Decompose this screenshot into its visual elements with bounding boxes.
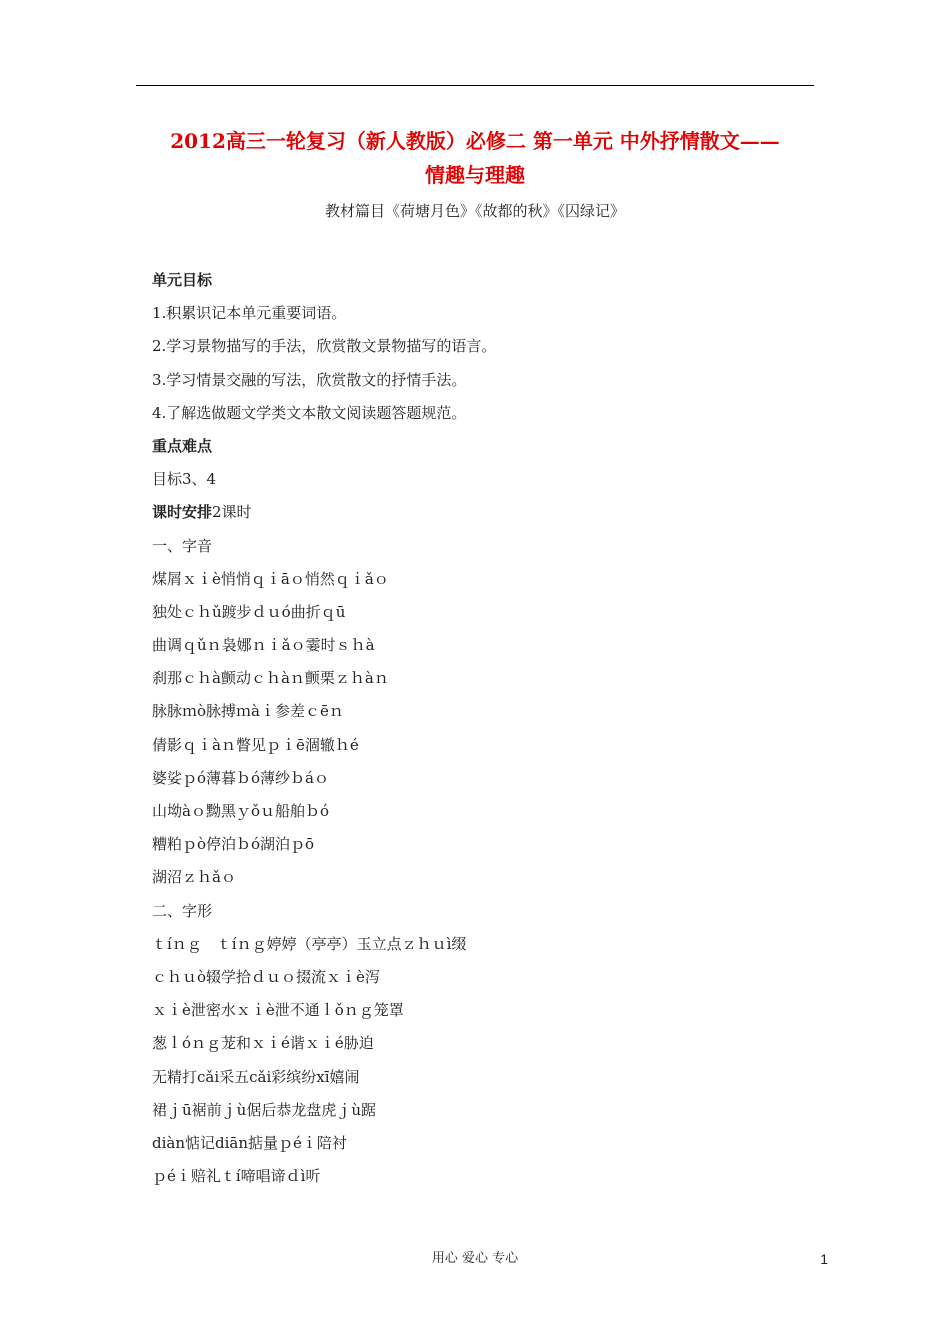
pronunciation-line: 湖沼ｚｈǎｏ (152, 868, 236, 887)
goal-item: 2.学习景物描写的手法，欣赏散文景物描写的语言。 (152, 337, 497, 356)
glyph-line: ｃｈｕò辍学拾ｄｕｏ掇流ｘｉè泻 (152, 967, 380, 986)
glyph-line: ｔíｎｇ ｔíｎｇ婷婷（亭亭）玉立点ｚｈｕì缀 (152, 934, 467, 953)
document-title (136, 124, 814, 192)
glyph-line: ｐéｉ赔礼ｔí啼唱谛ｄì听 (152, 1167, 321, 1186)
title-line-1: 2012高三一轮复习（新人教版）必修二 第一单元 中外抒情散文—— (170, 129, 780, 153)
glyph-line: ｘｉè泄密水ｘｉè泄不通ｌǒｎｇ笼罩 (152, 1001, 404, 1020)
schedule-line (152, 496, 792, 529)
document-body (152, 264, 792, 1193)
pronunciation-line: 曲调ｑǔｎ袅娜ｎｉǎｏ霎时ｓｈà (152, 636, 375, 655)
pronunciation-line: 脉脉ｍò脉搏ｍàｉ参差ｃēｎ (152, 702, 344, 721)
glyph-line: 葱ｌóｎｇ茏和ｘｉé谐ｘｉé胁迫 (152, 1034, 374, 1053)
section-heading-pronunciation: 一、字音 (152, 536, 213, 555)
section-heading-glyphs: 二、字形 (152, 901, 213, 920)
schedule-label: 课时安排 (152, 503, 213, 522)
pronunciation-line: 糟粕ｐò停泊ｂó湖泊ｐō (152, 835, 315, 854)
footer-text: 用心 爱心 专心 (431, 1251, 519, 1266)
document-subtitle: 教材篇目《荷塘月色》《故都的秋》《囚绿记》 (324, 202, 625, 220)
glyph-line: diàn惦记diān掂量ｐéｉ陪衬 (152, 1133, 347, 1152)
glyph-line: 裙ｊū裾前ｊù倨后恭龙盘虎ｊù踞 (152, 1100, 376, 1119)
pronunciation-line: 独处ｃｈǔ踱步ｄｕó曲折ｑū (152, 602, 346, 621)
key-points-heading: 重点难点 (152, 436, 213, 455)
goal-item: 1.积累识记本单元重要词语。 (152, 304, 347, 323)
pronunciation-line: 煤屑ｘｉè悄悄ｑｉāｏ悄然ｑｉǎｏ (152, 569, 389, 588)
page-number: 1 (820, 1251, 828, 1267)
goal-item: 4.了解选做题文学类文本散文阅读题答题规范。 (152, 403, 467, 422)
goals-heading: 单元目标 (152, 271, 213, 289)
goal-item: 3.学习情景交融的写法，欣赏散文的抒情手法。 (152, 370, 467, 389)
schedule-value: 2课时 (212, 503, 252, 522)
key-points-text: 目标3、4 (152, 470, 217, 489)
pronunciation-line: 山坳àｏ黝黑ｙǒｕ船舶ｂó (152, 802, 330, 820)
pronunciation-line: 婆娑ｐó薄暮ｂó薄纱ｂáｏ (152, 768, 330, 787)
glyph-line: 无精打cǎi采五cǎi彩缤纷xī嬉闹 (152, 1067, 360, 1086)
pronunciation-line: 刹那ｃｈà颤动ｃｈàｎ颤栗ｚｈàｎ (152, 669, 389, 688)
title-line-2: 情趣与理趣 (425, 163, 525, 187)
header-rule (136, 85, 814, 86)
pronunciation-line: 倩影ｑｉàｎ瞥见ｐｉē涸辙ｈé (152, 735, 359, 754)
